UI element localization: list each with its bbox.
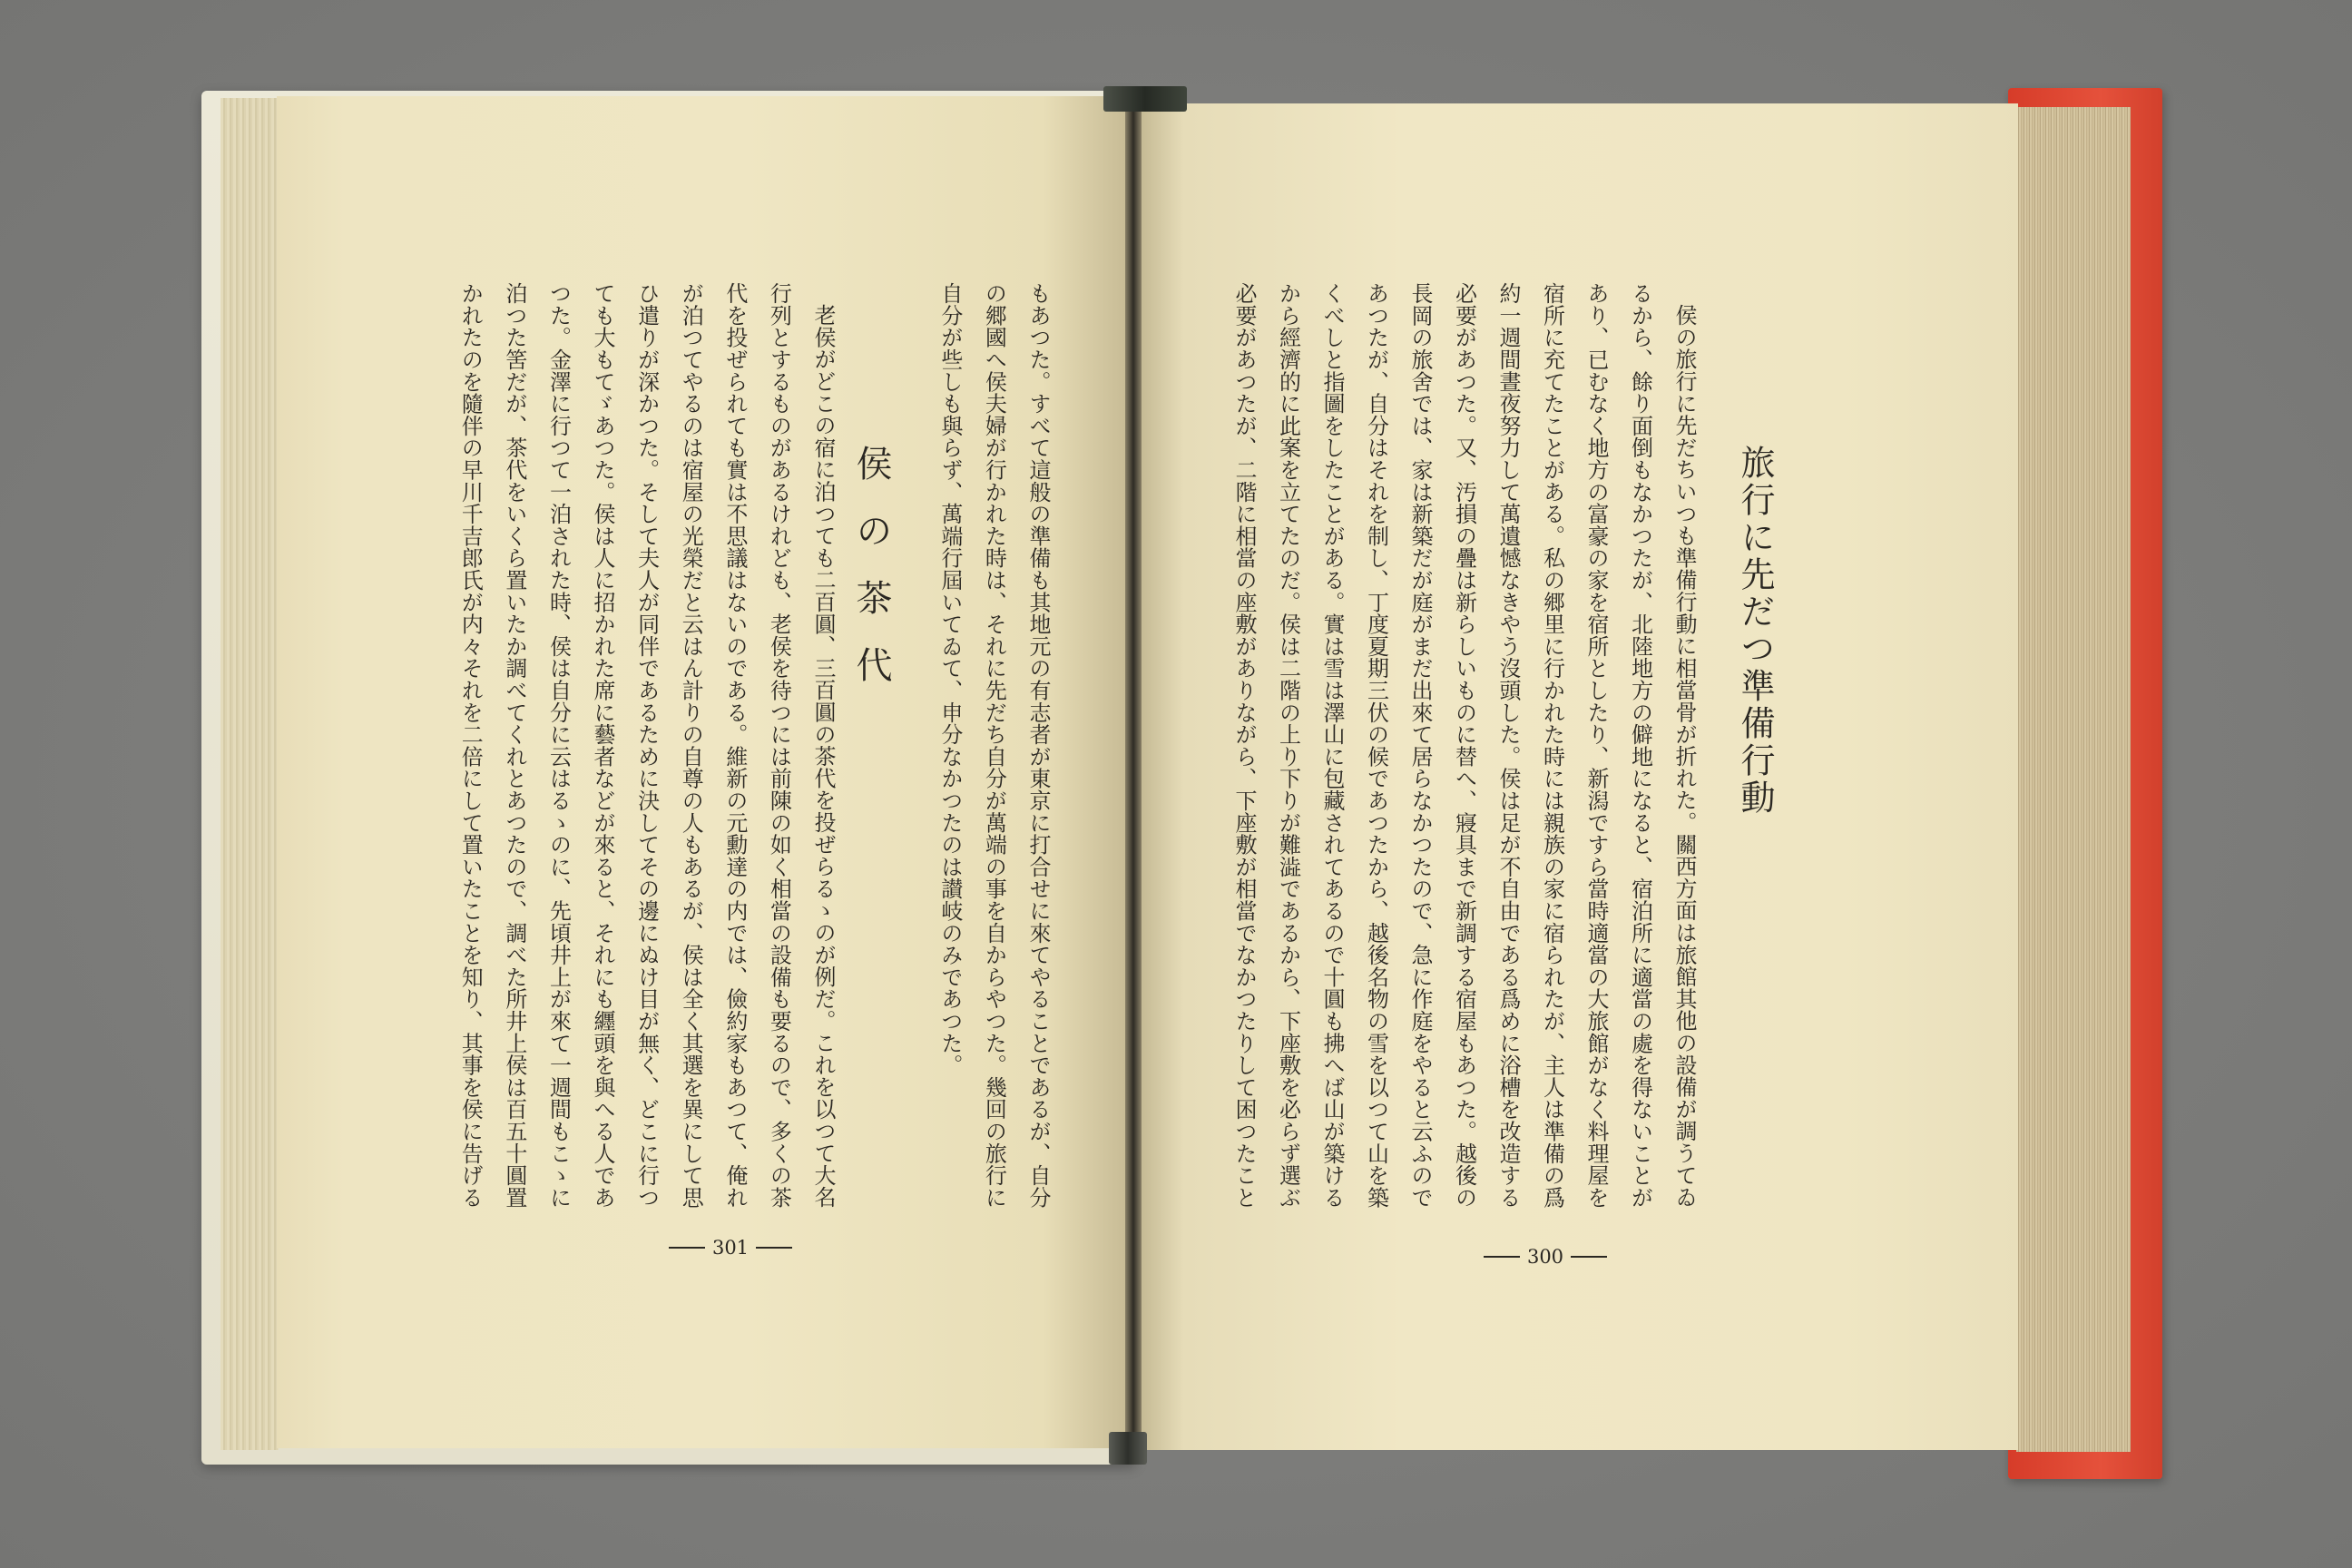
- dash-rule: [669, 1247, 705, 1249]
- left-page-body: [447, 282, 845, 1217]
- page-number-text: 301: [711, 1237, 750, 1259]
- dash-rule: [1484, 1256, 1520, 1258]
- text-line: かれたのを隨伴の早川千吉郎氏が内々それを二倍にして置いたことを知り、其事を侯に告げる: [457, 282, 484, 1209]
- text-line: もあつた。すべて這般の準備も其地元の有志者が東京に打合せに來てやることであるが、自分: [1025, 282, 1051, 1209]
- dash-rule: [1571, 1256, 1607, 1258]
- page-number-right: [1473, 1243, 1618, 1270]
- right-page-edges: [2016, 107, 2131, 1452]
- text-line: から經濟的に此案を立てたのだ。侯は二階の上り下りが難澁であるから、下座敷を必らず選ぶ: [1275, 282, 1301, 1209]
- text-line: 長岡の旅舍では、家は新築だが庭がまだ出來て居らなかつたので、急に作庭をやると云ふので: [1407, 282, 1433, 1209]
- section-title: 旅行に先だつ準備行動: [1735, 445, 1775, 817]
- text-line: 侯の旅行に先だちいつも準備行動に相當骨が折れた。關西方面は旅館其他の設備が調うてゐ: [1671, 304, 1697, 1209]
- section-title: 侯の茶代: [850, 445, 892, 713]
- text-line: るから、餘り面倒もなかつたが、北陸地方の僻地になると、宿泊所に適當の處を得ないことが: [1627, 282, 1653, 1209]
- spine-gutter: [1125, 91, 1142, 1456]
- text-line: 宿所に充てたことがある。私の郷里に行かれた時には親族の家に宿られたが、主人は準備の爲: [1539, 282, 1565, 1209]
- dash-rule: [756, 1247, 792, 1249]
- text-line: 老侯がどこの宿に泊つても二百圓、三百圓の茶代を投ぜらるゝのが例だ。これを以つて大名: [810, 304, 836, 1209]
- text-line: 行列とするものがあるけれども、老侯を待つには前陳の如く相當の設備も要るので、多くの茶: [766, 282, 792, 1209]
- text-line: くべしと指圖をしたことがある。實は雪は澤山に包藏されてあるので十圓も拂へば山が築ける: [1319, 282, 1345, 1209]
- left-page-body-continued: [927, 282, 1060, 1217]
- text-line: 約一週間晝夜努力して萬遺憾なきやう沒頭した。侯は足が不自由である爲めに浴槽を改造する: [1495, 282, 1521, 1209]
- page-number-left: [658, 1234, 803, 1261]
- page-number-text: 300: [1526, 1246, 1564, 1268]
- left-page-edges: [220, 98, 279, 1450]
- text-line: ても大もてゞあつた。侯は人に招かれた席に藝者などが來ると、それにも纒頭を與へる人であ: [590, 282, 616, 1209]
- text-line: ひ遣りが深かつた。そして夫人が同伴であるために決してその邊にぬけ目が無く、どこに行つ: [633, 282, 660, 1209]
- text-line: つた。金澤に行つて一泊された時、侯は自分に云はるゝのに、先頃井上が來て一週間もこゝに: [545, 282, 572, 1209]
- text-line: 必要があつた。又、汚損の疊は新らしいものに替へ、寢具まで新調する宿屋もあつた。越後の: [1451, 282, 1477, 1209]
- text-line: 代を投ぜられても實は不思議はないのである。維新の元勳達の内では、儉約家もあつて、俺れ: [721, 282, 748, 1209]
- text-line: あり、已むなく地方の富豪の家を宿所としたり、新潟ですら當時適當の大旅館がなく料理屋を: [1583, 282, 1609, 1209]
- text-line: が泊つてやるのは宿屋の光榮だと云はん計りの自尊の人もあるが、侯は全く其選を異にして思: [678, 282, 704, 1209]
- right-page-body: [1221, 282, 1706, 1217]
- text-line: 自分が些しも與らず、萬端行屆いてゐて、申分なかつたのは讃岐のみであつた。: [936, 282, 963, 1076]
- text-line: 必要があつたが、二階に相當の座敷がありながら、下座敷が相當でなかつたりして困つたこと: [1231, 282, 1257, 1209]
- text-line: あつたが、自分はそれを制し、丁度夏期三伏の候であつたから、越後名物の雪を以つて山を築: [1363, 282, 1389, 1209]
- text-line: の郷國へ侯夫婦が行かれた時は、それに先だち自分が萬端の事を自からやつた。幾回の旅行に: [981, 282, 1007, 1209]
- spine-bottom: [1109, 1432, 1147, 1465]
- spine-headband: [1103, 86, 1187, 112]
- text-line: 泊つた筈だが、茶代をいくら置いたか調べてくれとあつたので、調べた所井上侯は百五十圓置: [501, 282, 527, 1209]
